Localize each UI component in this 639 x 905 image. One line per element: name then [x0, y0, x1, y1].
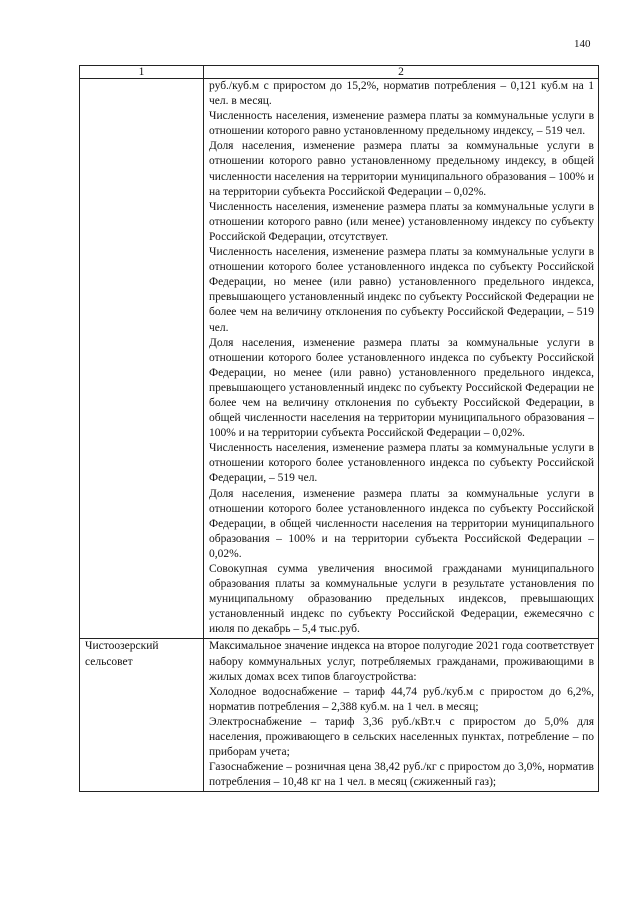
paragraph: Численность населения, изменение размера платы за коммунальные услуги в отношении которого более установленного индекса по субъекту Российской Федерации, но менее (или равно) установленного предельного индекса, превышающего установленный индекс по субъекту Российской Федерации не более чем на величину отклонения по субъекту Российской Федерации, – 519 чел.: [209, 246, 594, 334]
paragraph: Электроснабжение – тариф 3,36 руб./кВт.ч с приростом до 5,0% для населения, проживающего в сельских населенных пунктах, потребление – по приборам учета;: [209, 715, 594, 759]
municipality-name-line: Чистоозерский: [85, 640, 159, 653]
table-row: [80, 639, 599, 792]
paragraph: Численность населения, изменение размера платы за коммунальные услуги в отношении которого равно установленному предельному индексу, – 519 чел.: [209, 110, 594, 138]
paragraph: Численность населения, изменение размера платы за коммунальные услуги в отношении которого равно (или менее) установленному индексу по субъекту Российской Федерации, отсутствует.: [209, 200, 594, 243]
paragraph: Максимальное значение индекса на второе полугодие 2021 года соответствует набору коммунальных услуг, потребляемых гражданами, проживающими в жилых домах всех типов благоустройства:: [209, 640, 594, 683]
row2-content-cell: [204, 639, 599, 792]
paragraph: Газоснабжение – розничная цена 38,42 руб./кг с приростом до 3,0%, норматив потребления – 10,48 кг на 1 чел. в месяц (сжиженный газ);: [209, 761, 594, 789]
page-number: 140: [574, 38, 591, 50]
paragraph: Холодное водоснабжение – тариф 44,74 руб./куб.м с приростом до 6,2%, норматив потребления – 2,388 куб.м. на 1 чел. в месяц;: [209, 685, 594, 713]
paragraph: Доля населения, изменение размера платы за коммунальные услуги в отношении которого равно установленному предельному индексу, в общей численности населения на территории муниципального образования – 100% и на территории субъекта Российской Федерации – 0,02%.: [209, 140, 594, 198]
header-col-1: 1: [80, 66, 204, 79]
paragraph: Совокупная сумма увеличения вносимой гражданами муниципального образования платы за коммунальные услуги в результате установления по муниципальному образованию предельных индексов, превышающих установленный индекс по субъекту Российской Федерации, ежемесячно с июля по декабрь – 5,4 тыс.руб.: [209, 563, 594, 636]
paragraph: Численность населения, изменение размера платы за коммунальные услуги в отношении которого более установленного индекса по субъекту Российской Федерации, – 519 чел.: [209, 442, 594, 485]
row1-label-cell: [80, 79, 204, 639]
paragraph: руб./куб.м с приростом до 15,2%, норматив потребления – 0,121 куб.м на 1 чел. в месяц.: [209, 80, 594, 108]
municipality-name-line: сельсовет: [85, 655, 133, 668]
row2-label-cell: [80, 639, 204, 792]
document-table: [79, 65, 599, 792]
table-header-row: [80, 66, 599, 79]
table-row: [80, 79, 599, 639]
row1-content-cell: [204, 79, 599, 639]
paragraph: Доля населения, изменение размера платы за коммунальные услуги в отношении которого более установленного индекса по субъекту Российской Федерации, но менее (или равно) установленного предельного индекса, превышающего установленный индекс по субъекту Российской Федерации не более чем на величину отклонения по субъекту Российской Федерации, в общей численности населения на территории муниципального образования – 100% и на территории субъекта Российской Федерации – 0,02%.: [209, 336, 594, 440]
header-col-2: 2: [204, 66, 599, 79]
paragraph: Доля населения, изменение размера платы за коммунальные услуги в отношении которого более установленного индекса по субъекту Российской Федерации, в общей численности населения на территории муниципального образования – 100% и на территории субъекта Российской Федерации – 0,02%.: [209, 487, 594, 560]
